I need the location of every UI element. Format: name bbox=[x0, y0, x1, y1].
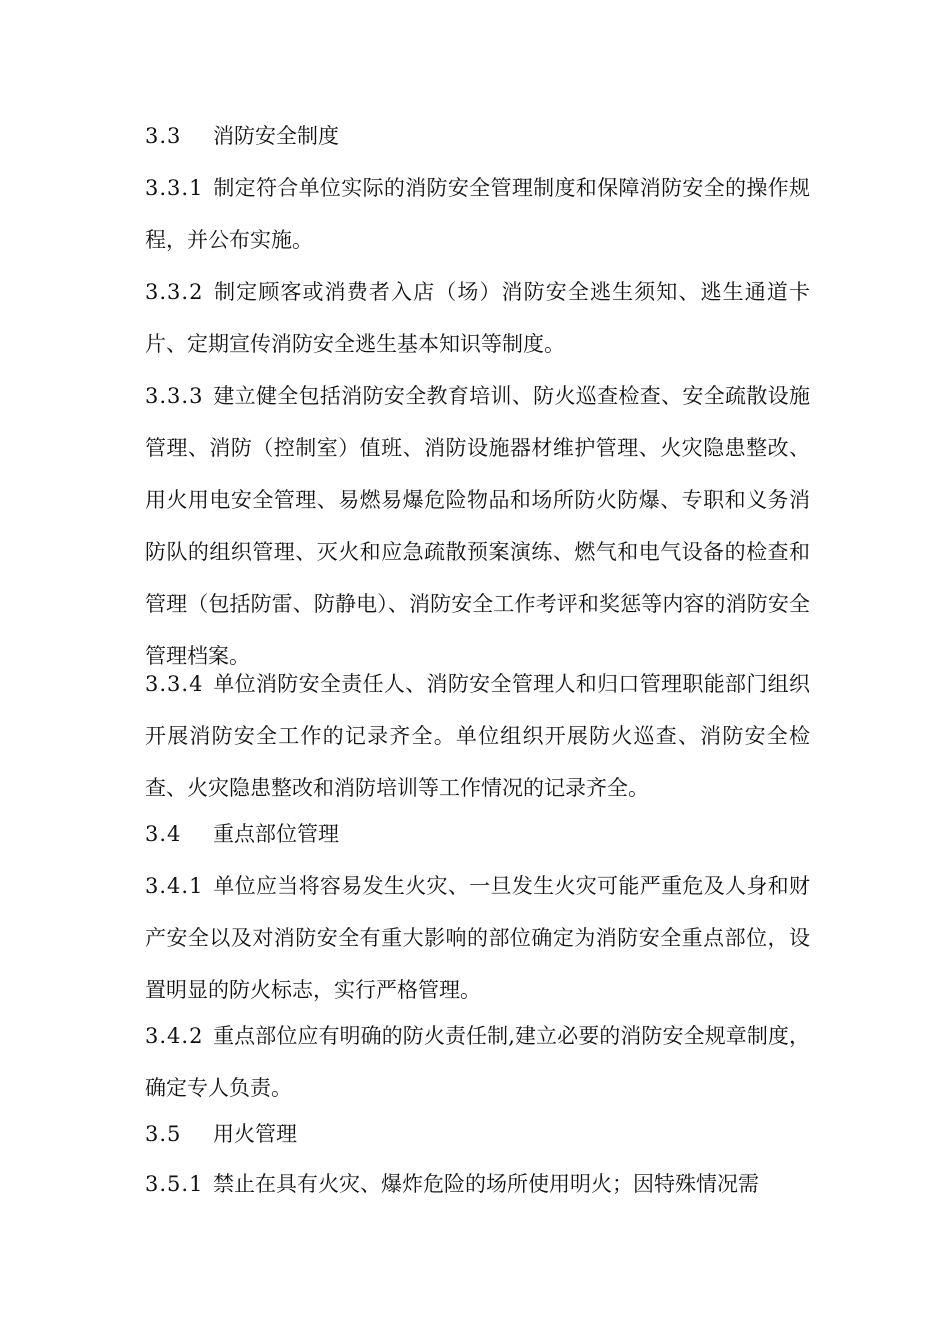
section-paragraph-3-3-2 bbox=[145, 266, 810, 370]
section-text: 制定顾客或消费者入店（场）消防安全逃生须知、逃生通道卡片、定期宣传消防安全逃生基本知识等制度。 bbox=[145, 280, 810, 356]
section-title: 用火管理 bbox=[213, 1122, 297, 1146]
section-text: 单位消防安全责任人、消防安全管理人和归口管理职能部门组织开展消防安全工作的记录齐全。单位组织开展防火巡查、消防安全检查、火灾隐患整改和消防培训等工作情况的记录齐全。 bbox=[145, 672, 810, 800]
section-text: 建立健全包括消防安全教育培训、防火巡查检查、安全疏散设施管理、消防（控制室）值班、消防设施器材维护管理、火灾隐患整改、用火用电安全管理、易燃易爆危险物品和场所防火防爆、专职和义务消防队的组织管理、灭火和应急疏散预案演练、燃气和电气设备的检查和管理（包括防雷、防静电）、消防安全工作考评和奖惩等内容的消防安全管理档案。 bbox=[145, 384, 810, 668]
section-number: 3.4 bbox=[145, 822, 182, 846]
section-number: 3.3.3 bbox=[145, 384, 204, 408]
section-number: 3.5 bbox=[145, 1122, 182, 1146]
section-paragraph-3-3-3 bbox=[145, 370, 810, 682]
section-number: 3.4.1 bbox=[145, 874, 204, 898]
section-paragraph-3-5-1 bbox=[145, 1158, 810, 1210]
section-heading-3-4 bbox=[145, 808, 810, 860]
section-text: 重点部位应有明确的防火责任制,建立必要的消防安全规章制度，确定专人负责。 bbox=[145, 1024, 810, 1100]
section-number: 3.3.2 bbox=[145, 280, 204, 304]
section-number: 3.3 bbox=[145, 124, 182, 148]
section-number: 3.5.1 bbox=[145, 1172, 204, 1196]
section-paragraph-3-4-1 bbox=[145, 860, 810, 1016]
section-paragraph-3-3-4 bbox=[145, 658, 810, 814]
section-text: 制定符合单位实际的消防安全管理制度和保障消防安全的操作规程，并公布实施。 bbox=[145, 176, 810, 252]
section-paragraph-3-4-2 bbox=[145, 1010, 810, 1114]
section-number: 3.4.2 bbox=[145, 1024, 204, 1048]
section-paragraph-3-3-1 bbox=[145, 162, 810, 266]
section-title: 消防安全制度 bbox=[213, 124, 339, 148]
section-number: 3.3.1 bbox=[145, 176, 204, 200]
section-text: 禁止在具有火灾、爆炸危险的场所使用明火；因特殊情况需 bbox=[213, 1172, 759, 1196]
section-title: 重点部位管理 bbox=[213, 822, 339, 846]
section-heading-3-5 bbox=[145, 1108, 810, 1160]
section-heading-3-3 bbox=[145, 110, 810, 162]
section-text: 单位应当将容易发生火灾、一旦发生火灾可能严重危及人身和财产安全以及对消防安全有重大影响的部位确定为消防安全重点部位，设置明显的防火标志，实行严格管理。 bbox=[145, 874, 810, 1002]
section-number: 3.3.4 bbox=[145, 672, 204, 696]
